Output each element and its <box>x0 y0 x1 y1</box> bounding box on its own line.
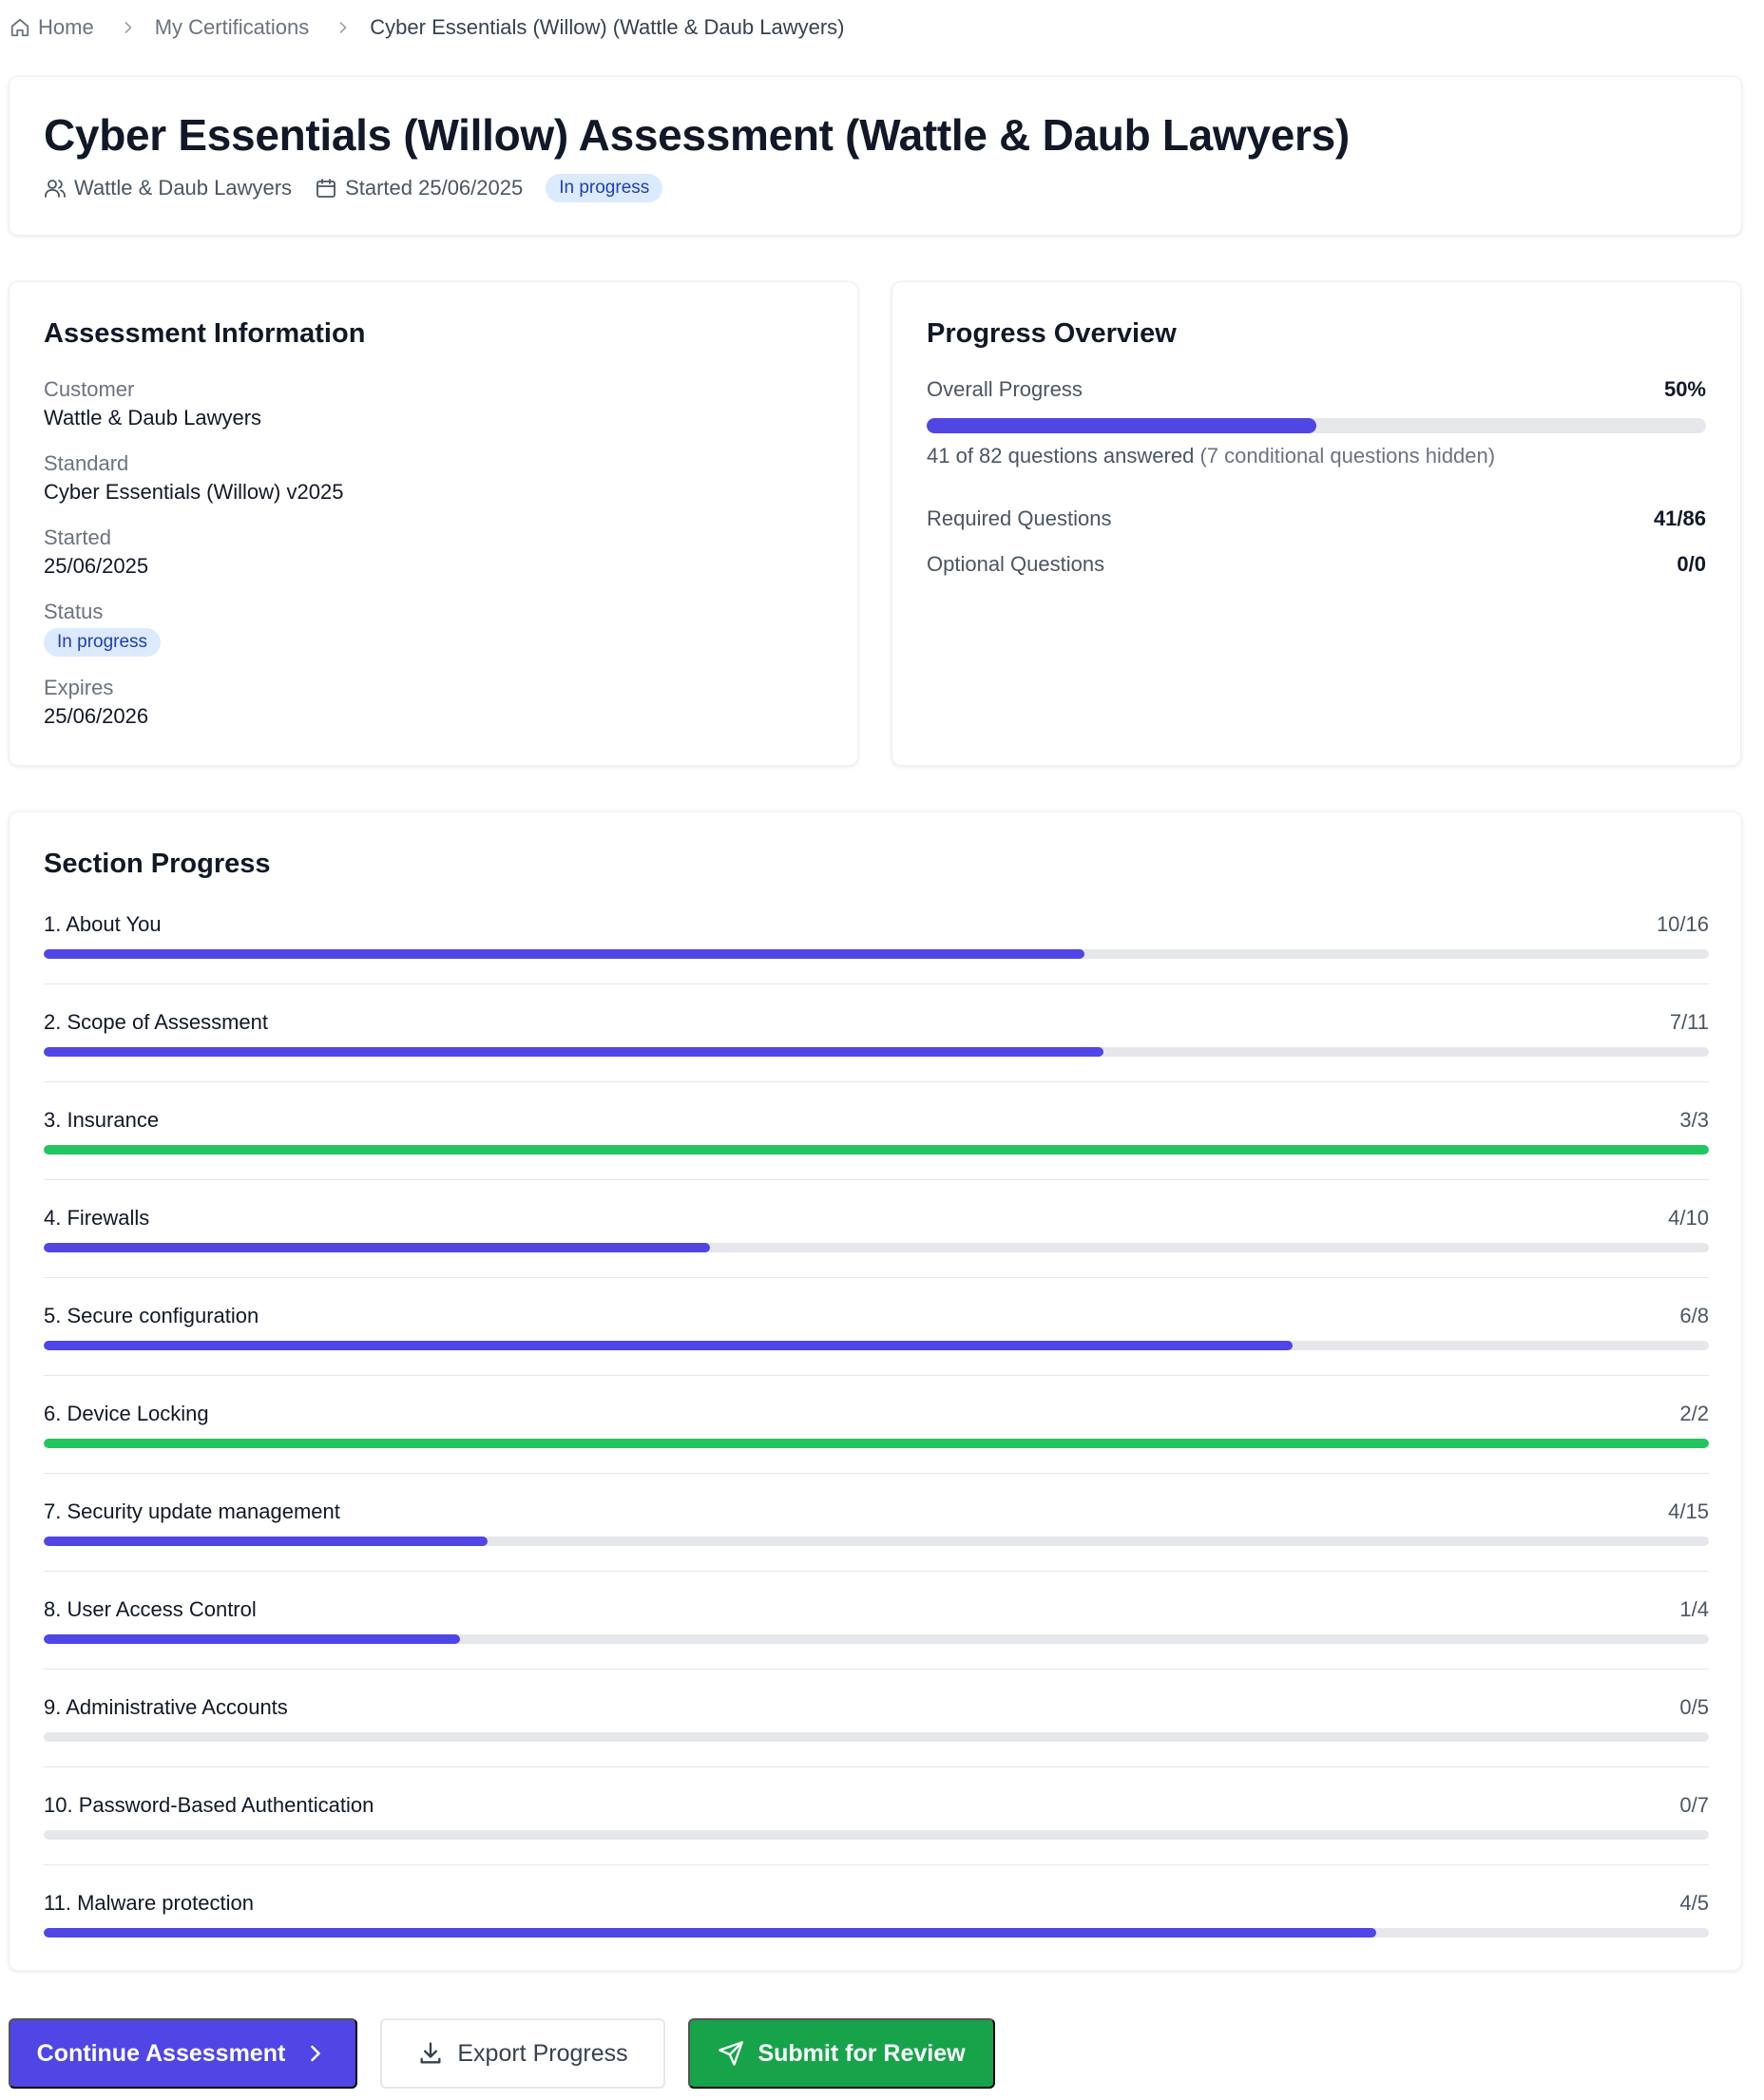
section-count: 4/10 <box>1668 1206 1709 1230</box>
section-progress-card <box>9 811 1742 1971</box>
header-customer <box>44 176 292 200</box>
field-status <box>44 598 161 657</box>
overall-progress-bar <box>927 418 1706 433</box>
section-divider <box>44 1473 1709 1474</box>
section-name: 4. Firewalls <box>44 1206 150 1230</box>
chevron-right-icon <box>119 18 138 37</box>
section-progress-bar <box>44 949 1709 959</box>
section-progress-fill <box>44 1439 1709 1448</box>
section-progress-fill <box>44 1928 1376 1938</box>
field-label: Status <box>44 600 104 623</box>
field-label: Expires <box>44 676 114 699</box>
section-divider <box>44 1277 1709 1278</box>
export-progress-label: Export Progress <box>457 2039 628 2067</box>
section-progress-bar <box>44 1732 1709 1742</box>
section-progress-bar <box>44 1634 1709 1644</box>
section-name: 2. Scope of Assessment <box>44 1010 269 1034</box>
section-progress-fill <box>44 1243 710 1252</box>
section-progress-fill <box>44 1537 488 1546</box>
section-divider <box>44 983 1709 984</box>
section-row-header <box>44 1103 1709 1137</box>
questions-answered <box>927 444 1495 468</box>
section-progress-bar <box>44 1537 1709 1546</box>
field-label: Standard <box>44 451 129 475</box>
header-customer-text: Wattle & Daub Lawyers <box>74 176 293 200</box>
section-row-header <box>44 1005 1709 1040</box>
assessment-information-card <box>9 281 858 766</box>
section-progress-fill <box>44 1341 1293 1350</box>
section-progress-fill <box>44 1145 1709 1155</box>
conditional-hidden-note: (7 conditional questions hidden) <box>1199 444 1496 468</box>
section-progress-title: Section Progress <box>44 849 271 879</box>
section-progress-bar <box>44 1928 1709 1938</box>
section-progress-bar <box>44 1047 1709 1057</box>
optional-questions-label: Optional Questions <box>927 552 1105 576</box>
section-progress-bar <box>44 1243 1709 1252</box>
section-count: 4/5 <box>1679 1891 1709 1915</box>
submit-for-review-label: Submit for Review <box>757 2039 966 2067</box>
section-name: 7. Security update management <box>44 1499 340 1523</box>
progress-overview-title: Progress Overview <box>927 318 1177 349</box>
section-row[interactable] <box>44 1593 1709 1690</box>
section-count: 3/3 <box>1679 1108 1709 1132</box>
section-count: 2/2 <box>1679 1402 1709 1425</box>
section-row-header <box>44 1201 1709 1235</box>
section-progress-fill <box>44 1634 460 1644</box>
section-divider <box>44 1081 1709 1082</box>
assessment-header-card <box>9 76 1742 236</box>
section-count: 6/8 <box>1679 1304 1709 1327</box>
field-customer <box>44 375 261 432</box>
section-count: 0/7 <box>1679 1793 1709 1817</box>
field-started <box>44 524 148 581</box>
breadcrumb-current: Cyber Essentials (Willow) (Wattle & Daub Lawyers) <box>370 15 845 39</box>
field-label: Started <box>44 525 111 549</box>
section-divider <box>44 1571 1709 1572</box>
chevron-right-icon <box>334 18 353 37</box>
optional-questions-value: 0/0 <box>1677 552 1706 576</box>
section-row[interactable] <box>44 1103 1709 1201</box>
field-value: Wattle & Daub Lawyers <box>44 406 262 430</box>
overall-progress-value: 50% <box>1663 377 1706 401</box>
section-row[interactable] <box>44 1299 1709 1397</box>
section-progress-bar <box>44 1145 1709 1155</box>
overall-progress-label: Overall Progress <box>927 377 1083 401</box>
section-count: 0/5 <box>1679 1695 1709 1719</box>
overall-progress-fill <box>927 418 1316 433</box>
section-row-header <box>44 1397 1709 1431</box>
section-name: 8. User Access Control <box>44 1597 257 1621</box>
section-name: 11. Malware protection <box>44 1891 254 1915</box>
section-row[interactable] <box>44 1690 1709 1788</box>
section-progress-bar <box>44 1439 1709 1448</box>
section-divider <box>44 1766 1709 1767</box>
continue-assessment-button[interactable] <box>9 2018 357 2089</box>
submit-for-review-button[interactable] <box>688 2018 995 2089</box>
section-row[interactable] <box>44 1788 1709 1886</box>
header-started <box>315 176 523 200</box>
section-count: 10/16 <box>1656 912 1709 936</box>
page-title: Cyber Essentials (Willow) Assessment (Wattle & Daub Lawyers) <box>44 110 1350 160</box>
section-row[interactable] <box>44 1397 1709 1495</box>
progress-overview-card <box>892 281 1741 766</box>
field-value: 25/06/2026 <box>44 704 149 728</box>
section-name: 9. Administrative Accounts <box>44 1695 288 1719</box>
send-icon <box>718 2040 744 2067</box>
chevron-right-icon <box>302 2040 329 2067</box>
questions-answered-text: 41 of 82 questions answered <box>927 444 1195 468</box>
field-standard <box>44 449 343 506</box>
required-questions-label: Required Questions <box>927 506 1112 530</box>
section-count: 7/11 <box>1669 1010 1709 1034</box>
section-row[interactable] <box>44 1886 1709 1984</box>
status-badge: In progress <box>546 174 662 202</box>
section-row[interactable] <box>44 1495 1709 1593</box>
section-row-header <box>44 1886 1709 1920</box>
field-label: Customer <box>44 377 135 401</box>
section-count: 4/15 <box>1668 1499 1709 1523</box>
section-name: 1. About You <box>44 912 162 936</box>
export-progress-button[interactable] <box>380 2018 665 2089</box>
required-questions-row <box>927 505 1706 533</box>
section-row[interactable] <box>44 1201 1709 1299</box>
breadcrumb <box>10 13 844 42</box>
section-progress-fill <box>44 949 1084 959</box>
status-badge: In progress <box>44 628 161 657</box>
section-row[interactable] <box>44 1005 1709 1103</box>
header-started-text: Started 25/06/2025 <box>345 176 524 200</box>
section-count: 1/4 <box>1679 1597 1709 1621</box>
section-row-header <box>44 1299 1709 1333</box>
section-row-header <box>44 907 1709 942</box>
home-icon <box>10 17 30 38</box>
breadcrumb-home[interactable] <box>10 15 94 40</box>
user-icon <box>44 177 67 200</box>
section-progress-bar <box>44 1341 1709 1350</box>
assessment-information-title: Assessment Information <box>44 318 366 349</box>
breadcrumb-certifications[interactable] <box>155 15 310 40</box>
breadcrumb-home-label: Home <box>38 15 94 39</box>
field-value: 25/06/2025 <box>44 554 149 578</box>
breadcrumb-certifications-label: My Certifications <box>154 15 310 39</box>
section-progress-fill <box>44 1047 1103 1057</box>
section-row-header <box>44 1690 1709 1725</box>
section-name: 5. Secure configuration <box>44 1304 259 1327</box>
required-questions-value: 41/86 <box>1653 506 1706 530</box>
section-name: 6. Device Locking <box>44 1402 209 1425</box>
section-divider <box>44 1179 1709 1180</box>
continue-assessment-label: Continue Assessment <box>36 2039 286 2067</box>
section-row-header <box>44 1495 1709 1529</box>
overall-progress-row <box>927 375 1706 404</box>
section-progress-bar <box>44 1830 1709 1840</box>
field-value: Cyber Essentials (Willow) v2025 <box>44 480 344 504</box>
download-icon <box>417 2040 444 2067</box>
section-divider <box>44 1669 1709 1670</box>
optional-questions-row <box>927 550 1706 579</box>
section-divider <box>44 1375 1709 1376</box>
section-row-header <box>44 1593 1709 1627</box>
section-name: 10. Password-Based Authentication <box>44 1793 374 1817</box>
section-row[interactable] <box>44 907 1709 1005</box>
field-expires <box>44 674 148 731</box>
section-name: 3. Insurance <box>44 1108 160 1132</box>
section-divider <box>44 1864 1709 1865</box>
section-row-header <box>44 1788 1709 1823</box>
header-meta <box>44 172 662 204</box>
calendar-icon <box>315 177 337 200</box>
